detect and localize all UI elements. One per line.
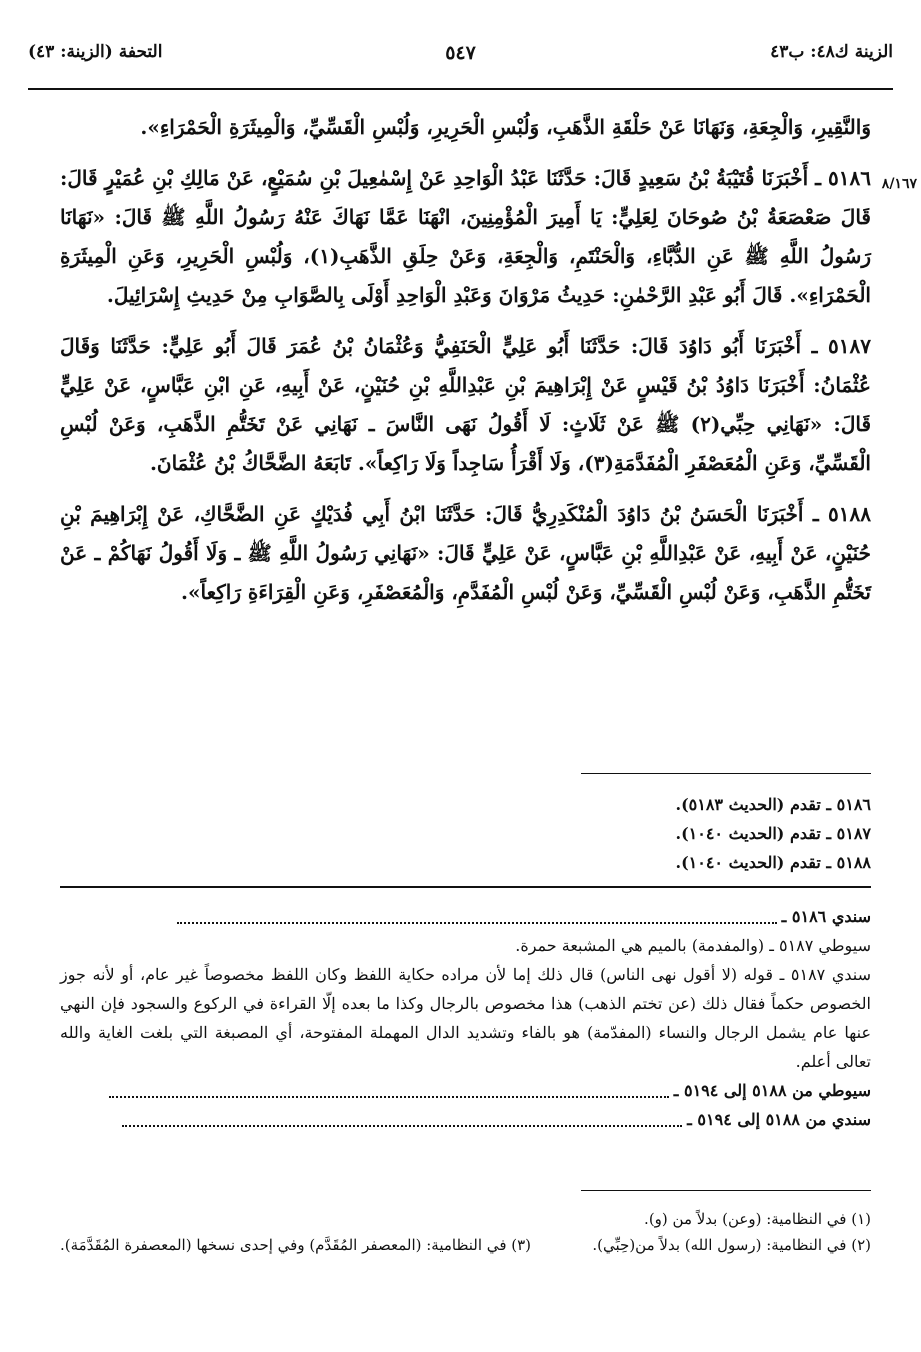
commentary-sindi-5187: سندي ٥١٨٧ ـ قوله (لا أقول نهى الناس) قال ذلك إما لأن مراده حكاية اللفظ وكان اللفظ مخصوصاً غير عام، أو لأنه جوز الخصوص حكماً فقال ذلك (عن تختم الذهب) هذا مخصوص بالرجال وكذا ما بعده إلّا القراءة في الركوع والسجود فإن النهي عنها عام يشمل الرجال والنساء (المفدّمة) هو بالفاء وتشديد الدال المهملة المفتوحة، أي المصبغة التي بلغت الغاية والله تعالى أعلم. xyxy=(60,965,872,1071)
commentary-sindi-5188-5194 xyxy=(60,1105,871,1134)
footnote-1: (١) في النظامية: (وعن) بدلاً من (و). xyxy=(644,1210,871,1228)
ref-5186: ٥١٨٦ ـ تقدم (الحديث ٥١٨٣). xyxy=(675,795,871,814)
hadith-continuation: وَالنَّقِيرِ، وَالْجِعَةِ، وَنَهَانَا عَنْ حَلْقَةِ الذَّهَبِ، وَلُبْسِ الْحَرِيرِ، وَلُبْسِ الْقَسِّيِّ، وَالْمِيثَرَةِ الْحَمْرَاءِ». xyxy=(140,115,871,139)
refs-rule xyxy=(581,773,871,774)
ref-5188: ٥١٨٨ ـ تقدم (الحديث ١٠٤٠). xyxy=(675,853,871,872)
footnote-3: (٣) في النظامية: (المعصفر المُقَدَّم) وفي إحدى نسخها (المعصفرة المُقَدَّمَة). xyxy=(60,1236,532,1254)
commentary-suyuti-5188-5194 xyxy=(60,1076,871,1105)
main-text xyxy=(60,108,871,624)
dotted-leader xyxy=(177,912,777,924)
ref-5187: ٥١٨٧ ـ تقدم (الحديث ١٠٤٠). xyxy=(675,824,871,843)
dotted-leader xyxy=(122,1115,682,1127)
hadith-5187: ٥١٨٧ ـ أَخْبَرَنَا أَبُو دَاوُدَ قَالَ: حَدَّثَنَا أَبُو عَلِيٍّ الْحَنَفِيُّ وَعُثْمَانُ بْنُ عُمَرَ قَالَ أَبُو عَلِيٍّ: حَدَّثَنَا وَقَالَ عُثْمَانُ: أَخْبَرَنَا دَاوُدُ بْنُ قَيْسٍ عَنْ إِبْرَاهِيمَ بْنِ عَبْدِاللَّهِ بْنِ حُنَيْنٍ، عَنْ أَبِيهِ، عَنِ ابْنِ عَبَّاسٍ، عَنْ عَلِيٍّ قَالَ: «نَهَانِي حِبِّي(٢) ﷺ عَنْ ثَلَاثٍ: لَا أَقُولُ نَهَى النَّاسَ ـ نَهَانِي عَنْ تَخَتُّمِ الذَّهَبِ، وَعَنْ لُبْسِ الْقَسِّيِّ، وَعَنِ الْمُعَصْفَرِ الْمُفَدَّمَةِ(٣)، وَلَا أَقْرَأُ سَاجِداً وَلَا رَاكِعاً». تَابَعَهُ الضَّحَّاكُ بْنُ عُثْمَانَ. xyxy=(60,334,872,475)
footnote-2: (٢) في النظامية: (رسول الله) بدلاً من(حِبِّي). xyxy=(592,1236,871,1254)
page-header xyxy=(28,36,893,76)
dotted-leader xyxy=(109,1086,669,1098)
commentary-label: سندي من ٥١٨٨ إلى ٥١٩٤ ـ xyxy=(687,1110,871,1129)
margin-note: ٨/١٦٧ xyxy=(881,176,917,192)
footnotes xyxy=(60,1206,871,1258)
commentary-label: سندي ٥١٨٦ ـ xyxy=(781,907,871,926)
hadith-5186: ٥١٨٦ ـ أَخْبَرَنَا قُتَيْبَةُ بْنُ سَعِيدٍ قَالَ: حَدَّثَنَا عَبْدُ الْوَاحِدِ عَنْ إِسْمٰعِيلَ بْنِ سُمَيْعٍ، عَنْ مَالِكِ بْنِ عُمَيْرٍ قَالَ: قَالَ صَعْصَعَةُ بْنُ صُوحَانَ لِعَلِيٍّ: يَا أَمِيرَ الْمُؤْمِنِينَ، انْهَنَا عَمَّا نَهَاكَ عَنْهُ رَسُولُ اللَّهِ ﷺ قَالَ: «نَهَانَا رَسُولُ اللَّهِ ﷺ عَنِ الدُّبَّاءِ، وَالْحَنْتَمِ، وَالْجِعَةِ، وَعَنْ حِلَقِ الذَّهَبِ(١)، وَلُبْسِ الْحَرِيرِ، وَعَنِ الْمِيثَرَةِ الْحَمْرَاءِ». قَالَ أَبُو عَبْدِ الرَّحْمٰنِ: حَدِيثُ مَرْوَانَ وَعَبْدِ الْوَاحِدِ أَوْلَى بِالصَّوَابِ مِنْ حَدِيثِ إِسْرَائِيلَ. xyxy=(60,166,871,307)
cross-references xyxy=(60,790,871,877)
commentary-suyuti-5187: سيوطي ٥١٨٧ ـ (والمفدمة) بالميم هي المشبعة حمرة. xyxy=(515,936,871,955)
commentary xyxy=(60,902,871,1134)
header-chapter-ref: الزينة ك٤٨: ب٤٣ xyxy=(770,42,893,62)
commentary-rule xyxy=(60,886,871,888)
header-rule xyxy=(28,88,893,90)
header-tuhfa-ref: التحفة (الزينة: ٤٣) xyxy=(28,42,163,62)
hadith-5188: ٥١٨٨ ـ أَخْبَرَنَا الْحَسَنُ بْنُ دَاوُدَ الْمُنْكَدِرِيُّ قَالَ: حَدَّثَنَا ابْنُ أَبِي فُدَيْكٍ عَنِ الضَّحَّاكِ، عَنْ إِبْرَاهِيمَ بْنِ حُنَيْنٍ، عَنْ أَبِيهِ، عَنْ عَبْدِاللَّهِ بْنِ عَبَّاسٍ، عَنْ عَلِيٍّ قَالَ: «نَهَانِي رَسُولُ اللَّهِ ﷺ ـ وَلَا أَقُولُ نَهَاكُمْ ـ عَنْ تَخَتُّمِ الذَّهَبِ، وَعَنْ لُبْسِ الْقَسِّيِّ، وَعَنْ لُبْسِ الْمُفَدَّمِ، وَالْمُعَصْفَرِ، وَعَنِ الْقِرَاءَةِ رَاكِعاً». xyxy=(60,502,871,604)
commentary-sindi-5186 xyxy=(60,902,871,931)
page-number: ٥٤٧ xyxy=(445,42,476,64)
footnotes-rule xyxy=(581,1190,871,1191)
commentary-label: سيوطي من ٥١٨٨ إلى ٥١٩٤ ـ xyxy=(673,1081,871,1100)
